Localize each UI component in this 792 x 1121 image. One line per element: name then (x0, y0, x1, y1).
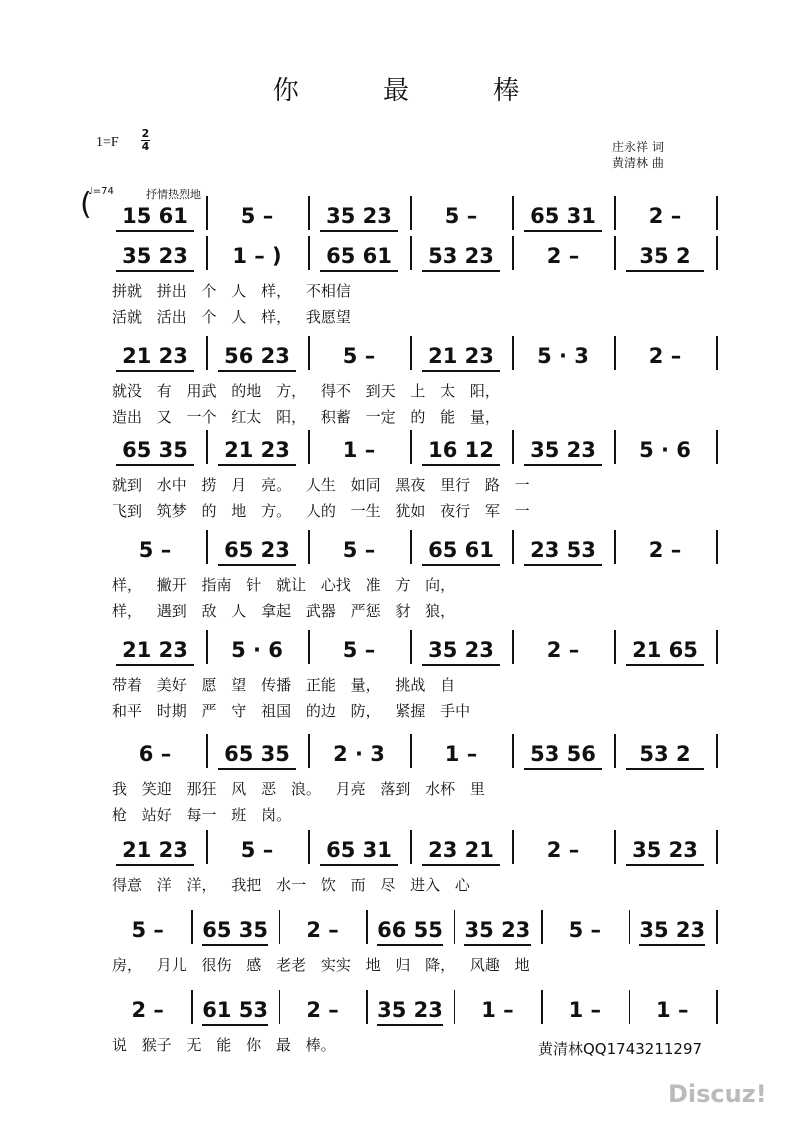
measure-notes: 16 12 (428, 438, 494, 462)
barline (716, 630, 718, 664)
beam-line (377, 1024, 443, 1026)
measure (614, 734, 716, 768)
lyric-line: 和平 时期 严 守 祖国 的边 防， 紧握 手中 (112, 702, 471, 720)
beam-line (116, 664, 194, 666)
measure-notes: 5 – (240, 838, 274, 862)
beam-line (320, 864, 398, 866)
measure-notes: 5 · 3 (537, 344, 589, 368)
measure-notes: 65 35 (224, 742, 290, 766)
measure (614, 336, 716, 370)
measure-notes: 35 23 (428, 638, 494, 662)
measure (410, 236, 512, 270)
measure-notes: 5 – (342, 344, 376, 368)
page-title: 你 最 棒 (272, 76, 558, 106)
measure-notes: 65 61 (326, 244, 392, 268)
measure-notes: 21 23 (122, 344, 188, 368)
measure (614, 630, 716, 664)
measure (206, 830, 308, 864)
measure (614, 430, 716, 464)
measure (512, 336, 614, 370)
measure-notes: 65 61 (428, 538, 494, 562)
measure-notes: 2 – (131, 998, 164, 1022)
beam-line (218, 564, 296, 566)
measure (410, 430, 512, 464)
measure-notes: 56 23 (224, 344, 290, 368)
measure-notes: 5 – (568, 918, 602, 942)
lyric-line: 就到 水中 捞 月 亮。 人生 如同 黑夜 里行 路 一 (112, 476, 530, 494)
lyric-line: 拼就 拼出 个 人 样， 不相信 (112, 282, 351, 300)
measure-notes: 21 23 (428, 344, 494, 368)
beam-line (422, 270, 500, 272)
measure-notes: 35 23 (122, 244, 188, 268)
lyric-line: 就没 有 用武 的地 方， 得不 到天 上 太 阳， (112, 382, 500, 400)
arranger-signature: 黄清林QQ1743211297 (538, 1040, 703, 1058)
beam-line (464, 944, 530, 946)
beam-line (320, 230, 398, 232)
measure-notes: 1 – (481, 998, 514, 1022)
measure (614, 196, 716, 230)
measure-notes: 1 – (568, 998, 602, 1022)
measure-notes: 35 23 (326, 204, 392, 228)
measure-notes: 66 55 (377, 918, 443, 942)
measure-notes: 5 – (342, 638, 376, 662)
lyric-line: 得意 洋 洋， 我把 水一 饮 而 尽 进入 心 (112, 876, 470, 894)
beam-line (422, 664, 500, 666)
measure-notes: 35 23 (530, 438, 596, 462)
barline (716, 530, 718, 564)
expression-marking: 抒情热烈地 (146, 188, 201, 201)
measure-notes: 21 65 (632, 638, 698, 662)
measure (279, 910, 366, 944)
measure (308, 830, 410, 864)
measure (512, 734, 614, 768)
measure (104, 910, 191, 944)
measure-notes: 5 · 6 (231, 638, 283, 662)
barline (716, 910, 718, 944)
lyric-line: 样， 撇开 指南 针 就让 心找 准 方 向， (112, 576, 456, 594)
beam-line (422, 864, 500, 866)
measure (308, 530, 410, 564)
measure (410, 630, 512, 664)
measure-notes: 65 35 (122, 438, 188, 462)
lyric-line: 房， 月儿 很伤 感 老老 实实 地 归 降， 风趣 地 (112, 956, 530, 974)
measure (512, 430, 614, 464)
beam-line (524, 564, 602, 566)
measure-notes: 5 – (138, 538, 172, 562)
watermark: Discuz! (668, 1080, 767, 1108)
beam-line (524, 230, 602, 232)
barline (716, 734, 718, 768)
lyric-line: 活就 活出 个 人 样， 我愿望 (112, 308, 351, 326)
measure (308, 734, 410, 768)
measure-notes: 15 61 (122, 204, 188, 228)
measure (410, 734, 512, 768)
measure-notes: 2 – (648, 204, 682, 228)
measure (454, 990, 541, 1024)
beam-line (626, 864, 704, 866)
measure (308, 196, 410, 230)
beam-line (524, 464, 602, 466)
measure-notes: 61 53 (202, 998, 269, 1022)
beam-line (626, 664, 704, 666)
measure (308, 430, 410, 464)
measure (512, 530, 614, 564)
measure (206, 734, 308, 768)
measure-notes: 21 23 (122, 638, 188, 662)
measure (191, 910, 278, 944)
measure (541, 990, 628, 1024)
tempo-marking: ♩=74 (88, 186, 114, 197)
measure (104, 830, 206, 864)
measure (206, 630, 308, 664)
lyric-line: 枪 站好 每一 班 岗。 (112, 806, 292, 824)
measure (512, 196, 614, 230)
measure (104, 990, 191, 1024)
beam-line (116, 230, 194, 232)
measure-notes: 65 31 (326, 838, 392, 862)
measure-notes: 23 21 (428, 838, 494, 862)
beam-line (626, 768, 704, 770)
measure (629, 910, 716, 944)
measure (410, 530, 512, 564)
measure-notes: 1 – (656, 998, 689, 1022)
measure (366, 910, 453, 944)
barline (716, 336, 718, 370)
measure-notes: 65 31 (530, 204, 596, 228)
barline (716, 430, 718, 464)
measure (512, 236, 614, 270)
lyricist-credit: 庄永祥 词 (612, 140, 664, 154)
beam-line (626, 270, 704, 272)
measure (206, 336, 308, 370)
measure-notes: 35 23 (377, 998, 443, 1022)
beam-line (639, 944, 705, 946)
measure (410, 830, 512, 864)
measure-notes: 5 – (240, 204, 274, 228)
measure (614, 236, 716, 270)
beam-line (320, 270, 398, 272)
measure-notes: 21 23 (122, 838, 188, 862)
measure (206, 196, 308, 230)
beam-line (202, 1024, 268, 1026)
measure (366, 990, 453, 1024)
barline (716, 196, 718, 230)
beam-line (218, 768, 296, 770)
barline (716, 990, 718, 1024)
lyric-line: 我 笑迎 那狂 风 恶 浪。 月亮 落到 水杯 里 (112, 780, 485, 798)
measure-notes: 2 – (648, 538, 682, 562)
beam-line (218, 464, 296, 466)
measure (410, 336, 512, 370)
measure (104, 196, 206, 230)
lyric-line: 说 猴子 无 能 你 最 棒。 (112, 1036, 336, 1054)
measure (410, 196, 512, 230)
beam-line (422, 370, 500, 372)
measure-notes: 35 23 (464, 918, 531, 942)
beam-line (422, 564, 500, 566)
measure-notes: 2 – (546, 638, 580, 662)
measure (104, 236, 206, 270)
beam-line (202, 944, 268, 946)
measure-notes: 2 · 3 (333, 742, 385, 766)
beam-line (218, 370, 296, 372)
beam-line (116, 864, 194, 866)
measure-notes: 2 – (546, 838, 580, 862)
measure-notes: 65 35 (202, 918, 269, 942)
measure-notes: 53 56 (530, 742, 596, 766)
beam-line (116, 270, 194, 272)
measure (104, 430, 206, 464)
measure-notes: 21 23 (224, 438, 290, 462)
measure-notes: 5 – (342, 538, 376, 562)
beam-line (524, 768, 602, 770)
beam-line (377, 944, 443, 946)
measure (206, 236, 308, 270)
measure (512, 630, 614, 664)
lyric-line: 带着 美好 愿 望 传播 正能 量， 挑战 自 (112, 676, 456, 694)
measure (541, 910, 628, 944)
measure (104, 530, 206, 564)
measure-notes: 2 – (306, 998, 339, 1022)
measure-notes: 53 23 (428, 244, 494, 268)
measure (614, 830, 716, 864)
measure-notes: 1 – ) (232, 244, 282, 268)
measure (191, 990, 278, 1024)
measure-notes: 2 – (306, 918, 339, 942)
measure-notes: 53 2 (639, 742, 691, 766)
measure (104, 630, 206, 664)
lyric-line: 飞到 筑梦 的 地 方。 人的 一生 犹如 夜行 军 一 (112, 502, 530, 520)
barline (716, 236, 718, 270)
composer-credit: 黄清林 曲 (612, 156, 664, 170)
measure-notes: 5 – (131, 918, 164, 942)
key-signature: 1=F (96, 135, 119, 150)
lyric-line: 造出 又 一个 红太 阳， 积蓄 一定 的 能 量， (112, 408, 500, 426)
measure (629, 990, 716, 1024)
beam-line (422, 464, 500, 466)
measure-notes: 35 23 (639, 918, 706, 942)
measure-notes: 2 – (546, 244, 580, 268)
measure (206, 430, 308, 464)
measure-notes: 23 53 (530, 538, 596, 562)
measure (308, 630, 410, 664)
beam-line (116, 370, 194, 372)
measure-notes: 2 – (648, 344, 682, 368)
measure (104, 336, 206, 370)
measure (308, 236, 410, 270)
measure (308, 336, 410, 370)
barline (716, 830, 718, 864)
time-signature: 2 4 (141, 127, 150, 153)
measure (512, 830, 614, 864)
measure-notes: 5 – (444, 204, 478, 228)
measure (104, 734, 206, 768)
measure-notes: 1 – (444, 742, 478, 766)
measure (279, 990, 366, 1024)
measure-notes: 5 · 6 (639, 438, 691, 462)
measure (454, 910, 541, 944)
measure-notes: 65 23 (224, 538, 290, 562)
intro-paren: ( (80, 187, 92, 222)
measure (206, 530, 308, 564)
measure-notes: 1 – (342, 438, 376, 462)
lyric-line: 样， 遇到 敌 人 拿起 武器 严惩 豺 狼， (112, 602, 456, 620)
measure-notes: 35 2 (639, 244, 691, 268)
measure-notes: 6 – (138, 742, 172, 766)
beam-line (116, 464, 194, 466)
measure-notes: 35 23 (632, 838, 698, 862)
measure (614, 530, 716, 564)
